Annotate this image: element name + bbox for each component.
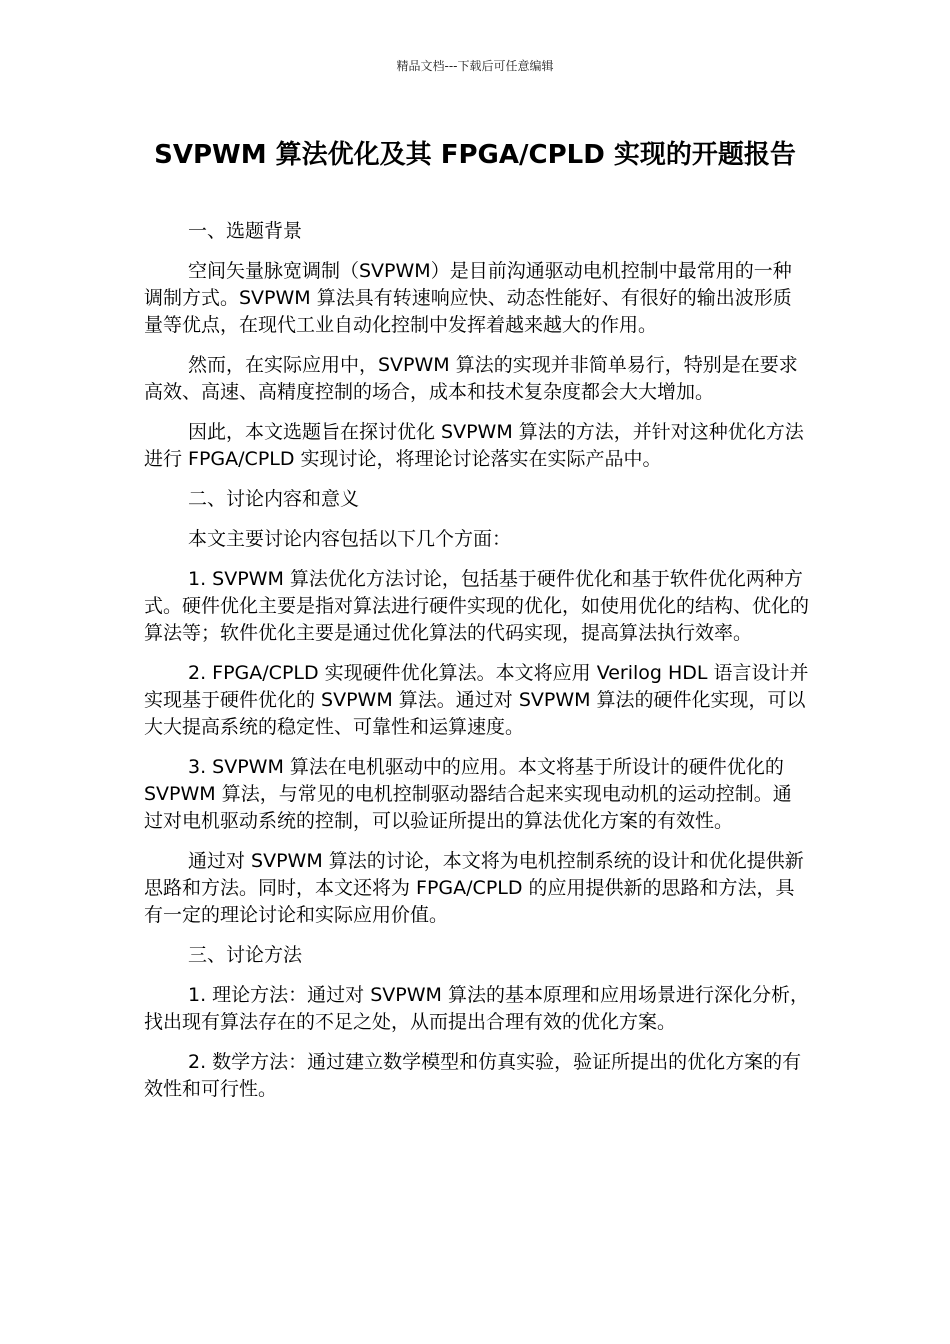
- header-note: 精品文档---下载后可任意编辑: [396, 59, 554, 73]
- list-item-fpga-implementation: 2. FPGA/CPLD 实现硬件优化算法。本文将应用 Verilog HDL 语言设计并实现基于硬件优化的 SVPWM 算法。通过对 SVPWM 算法的硬件化实现，可以大大提高系统的稳定性、可靠性和运算速度。: [144, 662, 809, 738]
- list-item-theory-method: 1. 理论方法：通过对 SVPWM 算法的基本原理和应用场景进行深化分析，找出现有算法存在的不足之处，从而提出合理有效的优化方案。: [144, 984, 809, 1033]
- paragraph-content-intro: 本文主要讨论内容包括以下几个方面：: [188, 528, 512, 550]
- document-body: [144, 218, 810, 1116]
- paragraph-svpwm-intro: 空间矢量脉宽调制（SVPWM）是目前沟通驱动电机控制中最常用的一种调制方式。SVPWM 算法具有转速响应快、动态性能好、有很好的输出波形质量等优点，在现代工业自动化控制中发挥着越来越大的作用。: [144, 260, 792, 336]
- list-item-math-method: 2. 数学方法：通过建立数学模型和仿真实验，验证所提出的优化方案的有效性和可行性。: [144, 1051, 802, 1100]
- list-item-motor-application: 3. SVPWM 算法在电机驱动中的应用。本文将基于所设计的硬件优化的 SVPWM 算法，与常见的电机控制驱动器结合起来实现电动机的运动控制。通过对电机驱动系统的控制，可以验证所提出的算法优化方案的有效性。: [144, 756, 792, 832]
- section-heading-content: 二、讨论内容和意义: [188, 488, 360, 510]
- paragraph-topic-purpose: 因此，本文选题旨在探讨优化 SVPWM 算法的方法，并针对这种优化方法进行 FPGA/CPLD 实现讨论，将理论讨论落实在实际产品中。: [144, 421, 804, 470]
- section-heading-background: 一、选题背景: [188, 220, 303, 242]
- paragraph-challenges: 然而，在实际应用中，SVPWM 算法的实现并非简单易行，特别是在要求高效、高速、高精度控制的场合，成本和技术复杂度都会大大增加。: [144, 354, 798, 403]
- document-title: SVPWM 算法优化及其 FPGA/CPLD 实现的开题报告: [154, 140, 796, 170]
- section-heading-methods: 三、讨论方法: [188, 944, 303, 966]
- paragraph-significance: 通过对 SVPWM 算法的讨论，本文将为电机控制系统的设计和优化提供新思路和方法。同时，本文还将为 FPGA/CPLD 的应用提供新的思路和方法，具有一定的理论讨论和实际应用价值。: [144, 850, 804, 926]
- list-item-optimization-methods: 1. SVPWM 算法优化方法讨论，包括基于硬件优化和基于软件优化两种方式。硬件优化主要是指对算法进行硬件实现的优化，如使用优化的结构、优化的算法等；软件优化主要是通过优化算法的代码实现，提高算法执行效率。: [144, 568, 810, 644]
